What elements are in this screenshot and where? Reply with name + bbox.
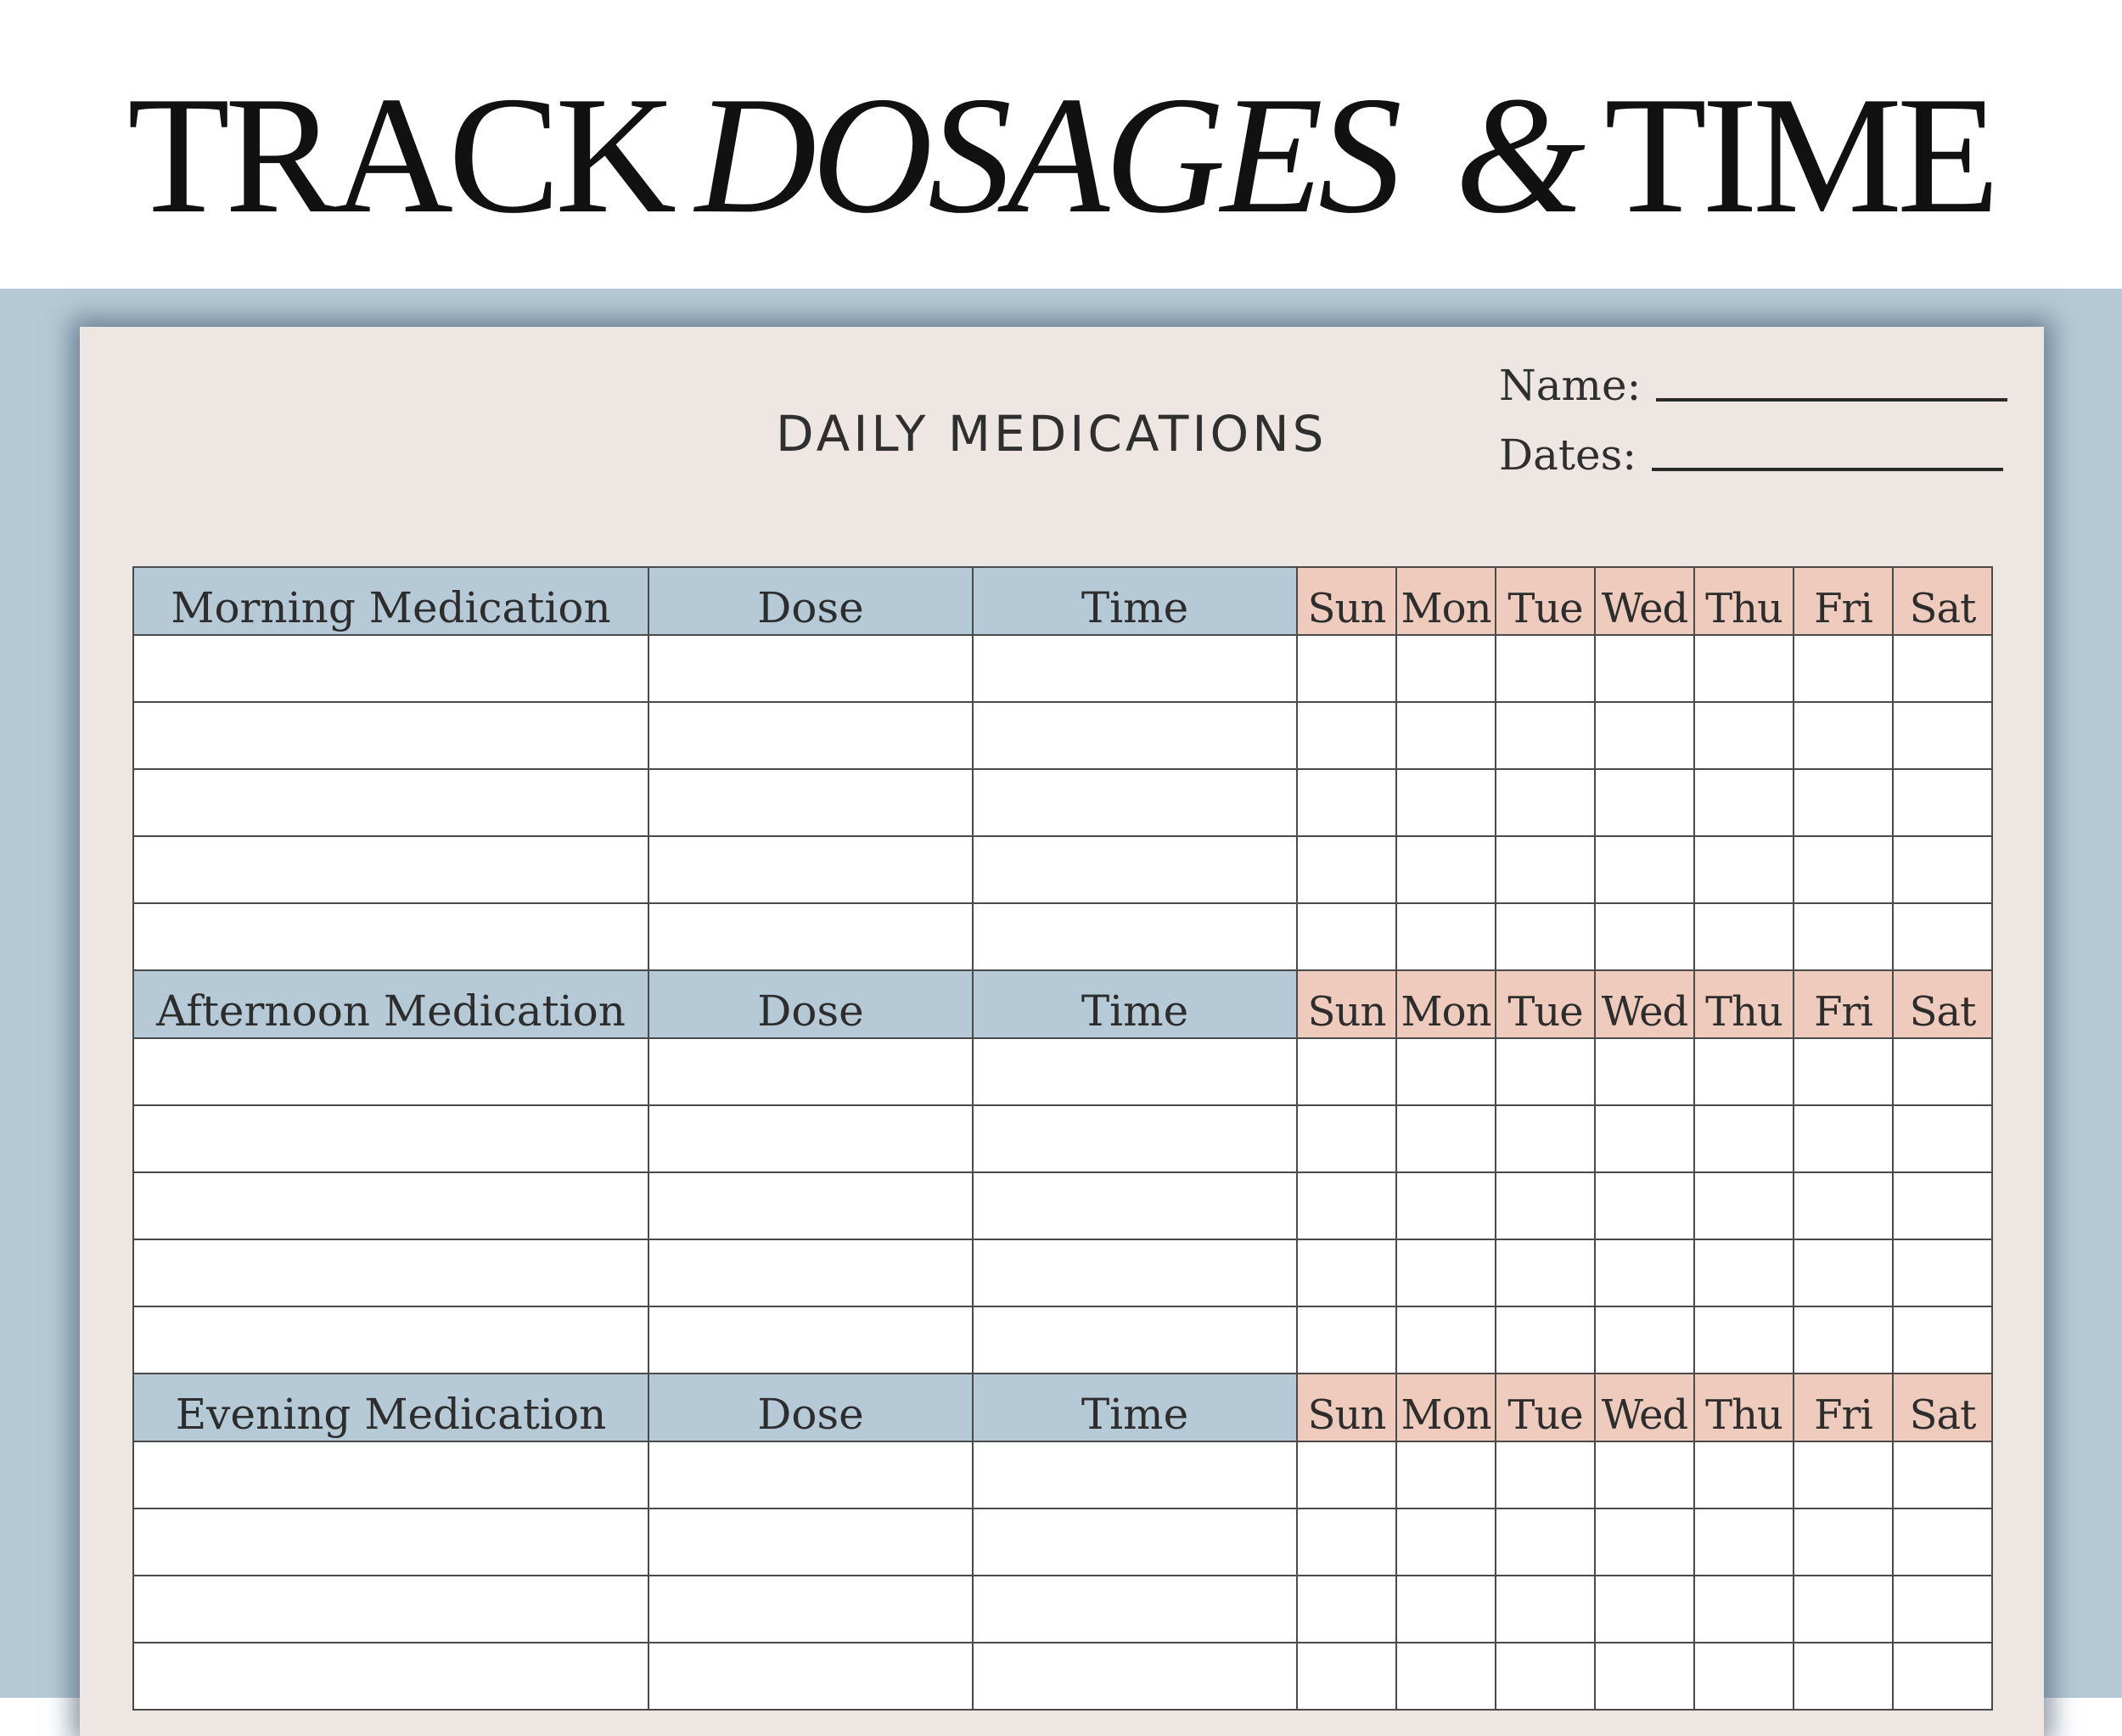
checkbox-cell-sat[interactable]: [1893, 1038, 1992, 1105]
checkbox-cell-sun[interactable]: [1297, 1306, 1396, 1374]
checkbox-cell-wed[interactable]: [1595, 903, 1694, 970]
checkbox-cell-sat[interactable]: [1893, 836, 1992, 903]
dose-cell[interactable]: [648, 1105, 973, 1172]
medication-cell[interactable]: [133, 1306, 648, 1374]
section-label: Evening Medication: [133, 1374, 648, 1441]
checkbox-cell-fri[interactable]: [1794, 769, 1893, 836]
checkbox-cell-wed[interactable]: [1595, 1643, 1694, 1710]
name-field: [1499, 361, 2007, 410]
checkbox-cell-sun[interactable]: [1297, 903, 1396, 970]
table-row: [133, 1576, 1992, 1643]
sheet-title: DAILY MEDICATIONS: [776, 405, 1328, 463]
dose-header: Dose: [648, 567, 973, 635]
dates-input-line[interactable]: [1652, 468, 2003, 471]
name-label: Name:: [1499, 361, 1642, 410]
checkbox-cell-fri[interactable]: [1794, 1643, 1893, 1710]
time-cell[interactable]: [973, 702, 1297, 769]
checkbox-cell-wed[interactable]: [1595, 1306, 1694, 1374]
dose-cell[interactable]: [648, 836, 973, 903]
table-row: [133, 903, 1992, 970]
dose-header: Dose: [648, 970, 973, 1038]
checkbox-cell-thu[interactable]: [1694, 1105, 1794, 1172]
checkbox-cell-tue[interactable]: [1496, 1105, 1595, 1172]
table-row: [133, 1038, 1992, 1105]
medication-cell[interactable]: [133, 1172, 648, 1239]
time-cell[interactable]: [973, 1643, 1297, 1710]
table-row: [133, 1508, 1992, 1576]
time-cell[interactable]: [973, 1172, 1297, 1239]
day-header-thu: Thu: [1694, 1374, 1794, 1441]
checkbox-cell-sat[interactable]: [1893, 903, 1992, 970]
checkbox-cell-wed[interactable]: [1595, 1172, 1694, 1239]
checkbox-cell-mon[interactable]: [1396, 702, 1496, 769]
table-row: [133, 1306, 1992, 1374]
checkbox-cell-tue[interactable]: [1496, 1172, 1595, 1239]
dose-cell[interactable]: [648, 1306, 973, 1374]
checkbox-cell-fri[interactable]: [1794, 1441, 1893, 1508]
medication-cell[interactable]: [133, 836, 648, 903]
day-header-wed: Wed: [1595, 567, 1694, 635]
checkbox-cell-thu[interactable]: [1694, 702, 1794, 769]
dose-cell[interactable]: [648, 635, 973, 702]
time-header: Time: [973, 1374, 1297, 1441]
dose-cell[interactable]: [648, 702, 973, 769]
day-header-sat: Sat: [1893, 1374, 1992, 1441]
checkbox-cell-wed[interactable]: [1595, 1105, 1694, 1172]
headline: [0, 62, 2122, 248]
day-header-tue: Tue: [1496, 567, 1595, 635]
medication-cell[interactable]: [133, 1105, 648, 1172]
checkbox-cell-sat[interactable]: [1893, 1441, 1992, 1508]
checkbox-cell-mon[interactable]: [1396, 1508, 1496, 1576]
dose-header: Dose: [648, 1374, 973, 1441]
day-header-sun: Sun: [1297, 567, 1396, 635]
checkbox-cell-fri[interactable]: [1794, 702, 1893, 769]
checkbox-cell-sun[interactable]: [1297, 1441, 1396, 1508]
checkbox-cell-tue[interactable]: [1496, 769, 1595, 836]
medication-cell[interactable]: [133, 1038, 648, 1105]
day-header-mon: Mon: [1396, 1374, 1496, 1441]
checkbox-cell-fri[interactable]: [1794, 1172, 1893, 1239]
checkbox-cell-tue[interactable]: [1496, 903, 1595, 970]
checkbox-cell-mon[interactable]: [1396, 769, 1496, 836]
checkbox-cell-sun[interactable]: [1297, 836, 1396, 903]
day-header-fri: Fri: [1794, 970, 1893, 1038]
name-input-line[interactable]: [1656, 398, 2007, 402]
checkbox-cell-tue[interactable]: [1496, 635, 1595, 702]
time-cell[interactable]: [973, 836, 1297, 903]
checkbox-cell-thu[interactable]: [1694, 1576, 1794, 1643]
checkbox-cell-sat[interactable]: [1893, 702, 1992, 769]
day-header-wed: Wed: [1595, 970, 1694, 1038]
medication-cell[interactable]: [133, 903, 648, 970]
time-cell[interactable]: [973, 1576, 1297, 1643]
checkbox-cell-sun[interactable]: [1297, 1643, 1396, 1710]
checkbox-cell-fri[interactable]: [1794, 1038, 1893, 1105]
checkbox-cell-fri[interactable]: [1794, 836, 1893, 903]
checkbox-cell-sun[interactable]: [1297, 1508, 1396, 1576]
day-header-tue: Tue: [1496, 1374, 1595, 1441]
checkbox-cell-tue[interactable]: [1496, 1643, 1595, 1710]
checkbox-cell-mon[interactable]: [1396, 1038, 1496, 1105]
day-header-thu: Thu: [1694, 970, 1794, 1038]
checkbox-cell-thu[interactable]: [1694, 836, 1794, 903]
checkbox-cell-sat[interactable]: [1893, 769, 1992, 836]
table-row: [133, 836, 1992, 903]
time-cell[interactable]: [973, 1038, 1297, 1105]
checkbox-cell-wed[interactable]: [1595, 1038, 1694, 1105]
checkbox-cell-mon[interactable]: [1396, 1172, 1496, 1239]
dose-cell[interactable]: [648, 1239, 973, 1306]
dose-cell[interactable]: [648, 1172, 973, 1239]
day-header-fri: Fri: [1794, 1374, 1893, 1441]
dates-label: Dates:: [1499, 430, 1637, 480]
checkbox-cell-sun[interactable]: [1297, 1172, 1396, 1239]
banner: [0, 0, 2122, 289]
table-row: [133, 1441, 1992, 1508]
day-header-sat: Sat: [1893, 970, 1992, 1038]
checkbox-cell-sat[interactable]: [1893, 635, 1992, 702]
checkbox-cell-wed[interactable]: [1595, 1441, 1694, 1508]
checkbox-cell-wed[interactable]: [1595, 1576, 1694, 1643]
checkbox-cell-thu[interactable]: [1694, 1172, 1794, 1239]
checkbox-cell-fri[interactable]: [1794, 903, 1893, 970]
checkbox-cell-thu[interactable]: [1694, 1643, 1794, 1710]
table-row: [133, 1239, 1992, 1306]
dose-cell[interactable]: [648, 769, 973, 836]
checkbox-cell-thu[interactable]: [1694, 635, 1794, 702]
table-row: [133, 1105, 1992, 1172]
time-cell[interactable]: [973, 1105, 1297, 1172]
checkbox-cell-sun[interactable]: [1297, 702, 1396, 769]
dates-field: [1499, 430, 2003, 480]
day-header-tue: Tue: [1496, 970, 1595, 1038]
headline-word-dosages: DOSAGES: [695, 62, 1398, 248]
section-label: Afternoon Medication: [133, 970, 648, 1038]
dose-cell[interactable]: [648, 1038, 973, 1105]
table-row: [133, 635, 1992, 702]
medication-cell[interactable]: [133, 1239, 648, 1306]
medication-cell[interactable]: [133, 1576, 648, 1643]
day-header-sat: Sat: [1893, 567, 1992, 635]
medication-table: [132, 566, 1993, 1711]
day-header-fri: Fri: [1794, 567, 1893, 635]
time-cell[interactable]: [973, 769, 1297, 836]
checkbox-cell-wed[interactable]: [1595, 1508, 1694, 1576]
checkbox-cell-wed[interactable]: [1595, 702, 1694, 769]
checkbox-cell-sun[interactable]: [1297, 1105, 1396, 1172]
checkbox-cell-fri[interactable]: [1794, 1576, 1893, 1643]
checkbox-cell-tue[interactable]: [1496, 1038, 1595, 1105]
day-header-mon: Mon: [1396, 970, 1496, 1038]
medication-cell[interactable]: [133, 635, 648, 702]
checkbox-cell-mon[interactable]: [1396, 635, 1496, 702]
checkbox-cell-sat[interactable]: [1893, 1239, 1992, 1306]
checkbox-cell-tue[interactable]: [1496, 1239, 1595, 1306]
checkbox-cell-sat[interactable]: [1893, 1306, 1992, 1374]
medication-cell[interactable]: [133, 1643, 648, 1710]
checkbox-cell-mon[interactable]: [1396, 836, 1496, 903]
time-header: Time: [973, 567, 1297, 635]
checkbox-cell-thu[interactable]: [1694, 1239, 1794, 1306]
time-cell[interactable]: [973, 1239, 1297, 1306]
checkbox-cell-mon[interactable]: [1396, 903, 1496, 970]
checkbox-cell-fri[interactable]: [1794, 635, 1893, 702]
checkbox-cell-wed[interactable]: [1595, 769, 1694, 836]
checkbox-cell-thu[interactable]: [1694, 1441, 1794, 1508]
section-label: Morning Medication: [133, 567, 648, 635]
checkbox-cell-sat[interactable]: [1893, 1643, 1992, 1710]
checkbox-cell-tue[interactable]: [1496, 1441, 1595, 1508]
time-cell[interactable]: [973, 1508, 1297, 1576]
checkbox-cell-thu[interactable]: [1694, 1306, 1794, 1374]
checkbox-cell-fri[interactable]: [1794, 1508, 1893, 1576]
checkbox-cell-wed[interactable]: [1595, 635, 1694, 702]
checkbox-cell-tue[interactable]: [1496, 836, 1595, 903]
checkbox-cell-thu[interactable]: [1694, 1038, 1794, 1105]
dose-cell[interactable]: [648, 1643, 973, 1710]
headline-ampersand: &: [1455, 62, 1581, 248]
time-header: Time: [973, 970, 1297, 1038]
day-header-sun: Sun: [1297, 1374, 1396, 1441]
checkbox-cell-sun[interactable]: [1297, 1576, 1396, 1643]
dose-cell[interactable]: [648, 1441, 973, 1508]
time-cell[interactable]: [973, 1441, 1297, 1508]
table-row: [133, 702, 1992, 769]
headline-word-track: TRACK: [127, 62, 672, 248]
checkbox-cell-sun[interactable]: [1297, 1038, 1396, 1105]
checkbox-cell-tue[interactable]: [1496, 1508, 1595, 1576]
checkbox-cell-fri[interactable]: [1794, 1306, 1893, 1374]
checkbox-cell-tue[interactable]: [1496, 1306, 1595, 1374]
checkbox-cell-mon[interactable]: [1396, 1576, 1496, 1643]
medication-cell[interactable]: [133, 1508, 648, 1576]
section-header-row: [133, 567, 1992, 635]
checkbox-cell-sat[interactable]: [1893, 1508, 1992, 1576]
checkbox-cell-sun[interactable]: [1297, 1239, 1396, 1306]
checkbox-cell-fri[interactable]: [1794, 1239, 1893, 1306]
day-header-wed: Wed: [1595, 1374, 1694, 1441]
checkbox-cell-wed[interactable]: [1595, 1239, 1694, 1306]
checkbox-cell-sat[interactable]: [1893, 1172, 1992, 1239]
table-row: [133, 1172, 1992, 1239]
section-header-row: [133, 970, 1992, 1038]
medication-cell[interactable]: [133, 702, 648, 769]
headline-word-time: TIME: [1604, 62, 1995, 248]
checkbox-cell-sun[interactable]: [1297, 635, 1396, 702]
time-cell[interactable]: [973, 1306, 1297, 1374]
day-header-sun: Sun: [1297, 970, 1396, 1038]
medication-cell[interactable]: [133, 1441, 648, 1508]
time-cell[interactable]: [973, 635, 1297, 702]
checkbox-cell-sun[interactable]: [1297, 769, 1396, 836]
checkbox-cell-thu[interactable]: [1694, 1508, 1794, 1576]
checkbox-cell-mon[interactable]: [1396, 1306, 1496, 1374]
day-header-mon: Mon: [1396, 567, 1496, 635]
table-row: [133, 769, 1992, 836]
section-header-row: [133, 1374, 1992, 1441]
checkbox-cell-sat[interactable]: [1893, 1576, 1992, 1643]
checkbox-cell-mon[interactable]: [1396, 1441, 1496, 1508]
checkbox-cell-tue[interactable]: [1496, 702, 1595, 769]
dose-cell[interactable]: [648, 1508, 973, 1576]
day-header-thu: Thu: [1694, 567, 1794, 635]
checkbox-cell-sat[interactable]: [1893, 1105, 1992, 1172]
checkbox-cell-fri[interactable]: [1794, 1105, 1893, 1172]
checkbox-cell-thu[interactable]: [1694, 769, 1794, 836]
medication-sheet: [80, 327, 2044, 1736]
dose-cell[interactable]: [648, 1576, 973, 1643]
checkbox-cell-mon[interactable]: [1396, 1105, 1496, 1172]
medication-cell[interactable]: [133, 769, 648, 836]
checkbox-cell-wed[interactable]: [1595, 836, 1694, 903]
checkbox-cell-thu[interactable]: [1694, 903, 1794, 970]
table-row: [133, 1643, 1992, 1710]
checkbox-cell-mon[interactable]: [1396, 1643, 1496, 1710]
dose-cell[interactable]: [648, 903, 973, 970]
checkbox-cell-mon[interactable]: [1396, 1239, 1496, 1306]
checkbox-cell-tue[interactable]: [1496, 1576, 1595, 1643]
time-cell[interactable]: [973, 903, 1297, 970]
